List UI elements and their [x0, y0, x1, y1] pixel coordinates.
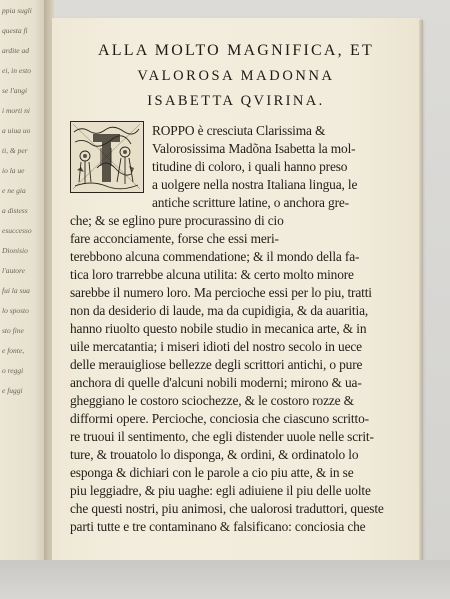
- text-line: tica loro trarrebbe alcuna utilita: & certo molto minore: [70, 267, 354, 282]
- left-fragment: lo sposto: [2, 306, 29, 315]
- left-fragment: l'autore: [2, 266, 25, 275]
- left-fragment: ardite ad: [2, 46, 30, 55]
- text-line: piu leggiadre, & piu uaghe: egli adiuiene il piu delle uolte: [70, 483, 371, 498]
- left-fragment: e fuggi: [2, 386, 23, 395]
- left-page: [0, 0, 48, 560]
- text-line: hanno riuolto questo nobile studio in mecanica arte, & in: [70, 321, 367, 336]
- text-line: titudine di coloro, i quali hanno preso: [152, 159, 348, 174]
- title-line-2: VALOROSA MADONNA: [137, 68, 335, 84]
- left-fragment: a distess: [2, 206, 28, 215]
- text-line: Valorosissima Madõna Isabetta la mol-: [152, 141, 356, 156]
- left-fragment: Dionisio: [2, 246, 28, 255]
- left-fragment: io la ue: [2, 166, 25, 175]
- book-page: [52, 18, 420, 568]
- text-line: a uolgere nella nostra Italiana lingua, le: [152, 177, 358, 192]
- text-line: anchora di quelle d'alcuni nobili moderni; mirono & ua-: [70, 375, 362, 390]
- left-fragment: o reggi: [2, 366, 24, 375]
- text-line: gheggiano le costoro sciochezze, & le costoro rozze &: [70, 393, 354, 408]
- text-line: terebbono alcuna commendatione; & il mondo della fa-: [70, 249, 360, 264]
- left-fragment: ppia sugli: [2, 6, 32, 15]
- left-fragment: esuccesso: [2, 226, 32, 235]
- text-line: uile mercatantia; i miseri idioti del nostro secolo in uece: [70, 339, 362, 354]
- left-fragment: ei, in esto: [2, 66, 31, 75]
- text-line: non da desiderio di laude, ma da cupidigia, & da auaritia,: [70, 303, 369, 318]
- left-fragment: sto fine: [2, 326, 24, 335]
- left-fragment: questa fi: [2, 26, 28, 35]
- text-line: sarebbe il numero loro. Ma percioche essi per lo piu, tratti: [70, 285, 372, 300]
- left-fragment: e ne gia: [2, 186, 26, 195]
- text-line: antiche scritture latine, o anchora gre-: [152, 195, 349, 210]
- text-line: parti tutte e tre contaminano & falsificano: conciosia che: [70, 519, 366, 534]
- woodcut-illustration-icon: [71, 122, 142, 191]
- left-fragment: ti, & per: [2, 146, 28, 155]
- title-line-1: ALLA MOLTO MAGNIFICA, ET: [98, 42, 374, 59]
- title-line-3: ISABETTA QVIRINA.: [147, 93, 325, 109]
- text-line: re truoui il sentimento, che egli distender uuole nelle scrit-: [70, 429, 374, 444]
- left-fragment: a uiua uo: [2, 126, 31, 135]
- text-line: che questi nostri, piu animosi, che ualorosi traduttori, queste: [70, 501, 384, 516]
- table-surface: [0, 560, 450, 599]
- text-line: difformi opere. Percioche, conciosia che ciascuno scritto-: [70, 411, 369, 426]
- left-fragment: e fonte,: [2, 346, 25, 355]
- text-line: delle merauigliose bellezze degli scrittori antichi, o pure: [70, 357, 363, 372]
- text-line: esponga & dichiari con le parole a cio piu atte, & in se: [70, 465, 354, 480]
- left-fragment: fui la sua: [2, 286, 30, 295]
- text-line: ROPPO è cresciuta Clarissima &: [152, 123, 326, 138]
- text-line: che; & se eglino pure procurassino di cio: [70, 213, 284, 228]
- page-edge: [419, 20, 423, 566]
- left-fragment: i morti ni: [2, 106, 30, 115]
- text-line: ture, & trouatolo lo disponga, & ordini, & ordinatolo lo: [70, 447, 359, 462]
- decorated-initial: [70, 121, 144, 193]
- text-line: fare acconciamente, forse che essi meri-: [70, 231, 279, 246]
- left-fragment: se l'angi: [2, 86, 28, 95]
